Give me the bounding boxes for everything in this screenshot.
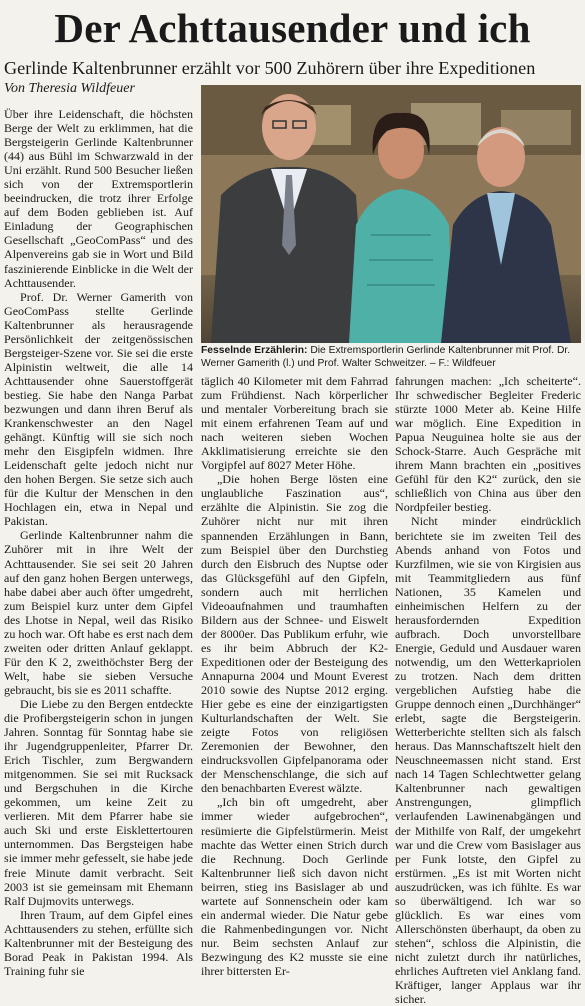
paragraph: „Ich bin oft umgedreht, aber immer wieder aufgebrochen“, resümierte die Gipfelstürmerin. Meist machte das Wetter einen Strich durch die Rechnung. Doch Gerlinde Kaltenbrunner ließ sich davon nicht beirren, stieg ins Basislager ab und wartete auf Sonnenschein oder kam ein andermal wieder. Die Natur gebe die Rahmenbedingungen vor. Nicht nur. Beim sechsten Anlauf zur Bezwingung des K2 musste sie eine ihrer bittersten Er-: [201, 795, 388, 978]
paragraph: „Die hohen Berge lösten eine unglaubliche Faszination aus“, erzählte die Alpinistin. Sie zog die Zuhörer nicht nur mit ihren spannenden Erzählungen in Bann, zum Beispiel über den Durchstieg durch den Eisbruch des Nuptse oder das Glücksgefühl auf den Gipfeln, sondern auch mit herrlichen Videoaufnahmen und traumhaften Bildern aus der Schnee- und Eiswelt der 8000er. Das Publikum erfuhr, wie es ihr beim Abbruch der K2-Expeditionen oder der Besteigung des Annapurna 2004 und Mount Everest 2010 sowie des Nuptse 2012 erging. Hier gebe es eine der einzigartigsten Kulturlandschaften der Welt. Sie zeigte Fotos von religiösen Zeremonien der Bewohner, den eindrucksvollen Gipfelpanorama oder der Menschenschlange, die sich auf den benachbarten Everest wälzte.: [201, 472, 388, 796]
caption-text: Die Extremsportlerin Gerlinde Kaltenbrunner mit Prof. Dr. Werner Gamerith (l.) und Prof. Walter Schweitzer. – F.: Wildfeuer: [201, 345, 571, 369]
paragraph: Gerlinde Kaltenbrunner nahm die Zuhörer mit in ihre Welt der Achttausender. Sie sei seit 20 Jahren auf den ganz hohen Bergen unterwegs, habe dabei aber auch öfter umgedreht, zum Beispiel kurz unter dem Gipfel des Lhotse in Nepal, weil das Risiko zu hoch war. Oft habe es erst nach dem zweiten oder dritten Anlauf geklappt. Für den K 2, zweithöchster Berg der Welt, habe sie sieben Versuche gebraucht, bis sie es 2011 schaffte.: [4, 528, 193, 697]
paragraph: Über ihre Leidenschaft, die höchsten Berge der Welt zu erklimmen, hat die Bergsteigerin Gerlinde Kaltenbrunner (44) aus Bühl im Schwarzwald in der Uni erzählt. Rund 500 Besucher ließen sich von der Extremsportlerin beeindrucken, die trotz ihrer Erfolge auf dem Boden geblieben ist. Auf Einladung der Geographischen Gesellschaft „GeoComPass“ und des Alpenvereins gab sie in Wort und Bild faszinierende Einblicke in die Welt der Achttausender.: [4, 107, 193, 290]
paragraph: Prof. Dr. Werner Gamerith von GeoComPass stellte Gerlinde Kaltenbrunner als herausragende Persönlichkeit der zeitgenössischen Bergsteiger-Szene vor. Sie sei die erste Alpinistin weltweit, die alle 14 Achttausender ohne Sauerstoffgerät bestieg. Sie habe den Nanga Parbat bezwungen und dann ihren Beruf als Krankenschwester an den Nagel gehängt. Künftig will sie sich noch mehr den Eisgipfeln widmen. Ihre Leidenschaft gelte jedoch nicht nur den hohen Bergen. Sie setze sich auch für die Kultur der Menschen in den Hochlagen ein, etwa in Nepal und Pakistan.: [4, 289, 193, 529]
paragraph: Die Liebe zu den Bergen entdeckte die Profibergsteigerin schon in jungen Jahren. Sonntag für Sonntag habe sie ihr Jugendgruppenleiter, Pfarrer Dr. Erich Tischler, zum Bergwandern mitgenommen. Sie sei mit Rucksack und Bergschuhen in die Kirche gekommen, um keine Zeit zu verlieren. Mit dem Pfarrer habe sie auch Ski und erste Eisklettertouren unternommen. Das Bergsteigen habe sie immer mehr gefesselt, sie habe jede freie Minute damit verbracht. Seit 2003 ist sie gemeinsam mit Ehemann Ralf Dujmovits unterwegs.: [4, 696, 193, 908]
photo-caption: [201, 345, 581, 370]
paragraph: fahrungen machen: „Ich scheiterte“. Ihr schwedischer Begleiter Frederic stürzte 1000 Meter ab. Keine Hilfe war möglich. Eine Expedition in Papua Neuguinea holte sie aus der Schock-Starre. Auch Gespräche mit ihrem Mann brachten ein „positives Gefühl für den K2“ zurück, den sie schließlich von China aus über den Nordpfeiler bestieg.: [395, 374, 581, 515]
paragraph: Ihren Traum, auf dem Gipfel eines Achttausenders zu stehen, erfüllte sich Kaltenbrunner mit der Besteigung des Borad Peak in Pakistan 1994. Als Training fuhr sie: [4, 907, 193, 978]
paragraph: täglich 40 Kilometer mit dem Fahrrad zum Frühdienst. Nach körperlicher und mentaler Vorbereitung brach sie mit einem erfahrenen Team auf und nach weiteren sieben Wochen Akklimatisierung erreichte sie den Vorgipfel auf 8027 Meter Höhe.: [201, 374, 388, 473]
paragraph: Nicht minder eindrücklich berichtete sie im zweiten Teil des Abends anhand von Fotos und Kurzfilmen, wie sie von Kirgisien aus mit Teammitgliedern aus fünf Nationen, 35 Kamelen und einheimischen Helfern zu der herausfordernden Expedition aufbrach. Doch unvorstellbare Energie, Geduld und Ausdauer waren notwendig, um den Wetterkapriolen zu trotzen. Nach dem dritten vergeblichen Aufstieg habe die Gruppe dennoch einen „Durchhänger“ erlebt, sagte die Bergsteigerin. Wetterberichte stellten sich als falsch heraus. Das Mannschaftszelt hielt den Neuschneemassen nicht stand. Erst nach 14 Tagen Schlechtwetter gelang Kaltenbrunner nach gewaltigen Anstrengungen, glimpflich verlaufenden Lawinenabgängen und der Mithilfe von Ralf, der umgekehrt war und die Crew vom Basislager aus per Funk lotste, den Gipfel zu erstürmen. „Es ist mit Worten nicht auszudrücken, was ich fühlte. Es war so überwältigend. Ich war so glücklich. Es war eines vom Allerschönsten überhaupt, da oben zu stehen“, schloss die Alpinistin, die nicht zuletzt durch ihr natürliches, ehrliches Auftreten viel Anklang fand. Kräftiger, langer Applaus war ihr sicher.: [395, 514, 581, 1006]
subheadline: Gerlinde Kaltenbrunner erzählt vor 500 Zuhörern über ihre Expeditionen: [4, 58, 536, 78]
article-column-3: [395, 374, 581, 1006]
article-photo: [201, 85, 581, 343]
article-column-2: [201, 374, 388, 978]
photo-three-people-icon: [201, 85, 581, 343]
byline: Von Theresia Wildfeuer: [4, 81, 135, 96]
caption-title: Fesselnde Erzählerin:: [201, 345, 308, 356]
article-column-1: [4, 107, 193, 978]
headline: Der Achttausender und ich: [54, 5, 531, 51]
